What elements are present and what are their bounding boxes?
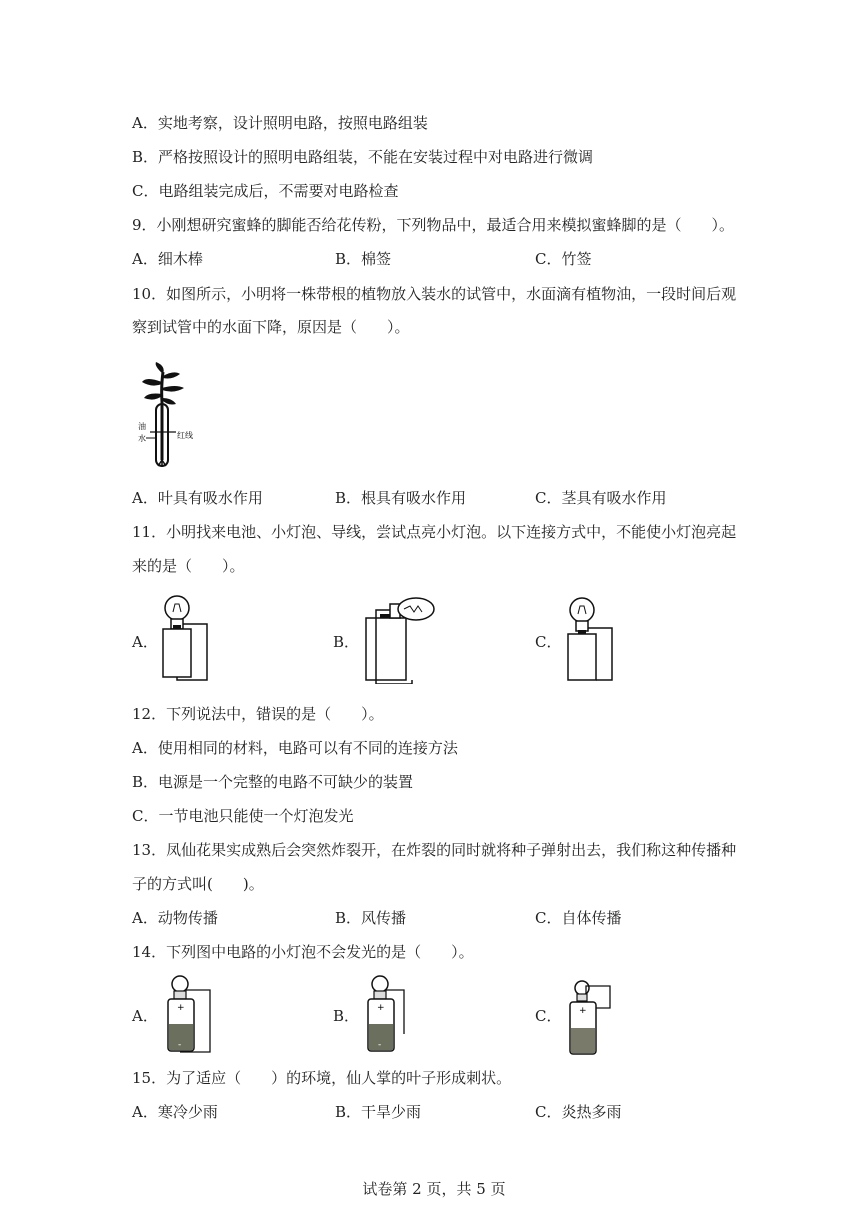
q13-stem-line2: 子的方式叫( )。 <box>132 875 264 893</box>
plant-stem <box>162 372 163 460</box>
bulb-icon <box>172 976 188 992</box>
bulb-icon <box>570 598 594 622</box>
leaf-icon <box>162 386 184 392</box>
q11-option-c-letter: C． <box>535 633 562 651</box>
battery-icon <box>366 618 406 680</box>
battery-terminal <box>380 614 390 618</box>
q13-stem-line1: 13．凤仙花果实成熟后会突然炸裂开，在炸裂的同时就将种子弹射出去，我们称这种传播种 <box>132 841 737 859</box>
q13-option-c: C．自体传播 <box>535 909 622 927</box>
q13-option-a: A．动物传播 <box>132 909 218 927</box>
q9-stem: 9．小刚想研究蜜蜂的脚能否给花传粉，下列物品中，最适合用来模拟蜜蜂脚的是（ ）。 <box>132 216 735 234</box>
q15-stem: 15．为了适应（ ）的环境，仙人掌的叶子形成刺状。 <box>132 1069 512 1087</box>
q14-circuit-b <box>360 974 420 1056</box>
q11-circuit-a <box>155 592 215 684</box>
q14-option-a-letter: A． <box>132 1007 158 1025</box>
bulb-base <box>374 991 386 999</box>
q14-option-c-letter: C． <box>535 1007 562 1025</box>
q10-stem-line1: 10．如图所示，小明将一株带根的植物放入装水的试管中，水面滴有植物油，一段时间后观 <box>132 285 737 303</box>
q15-option-c: C．炎热多雨 <box>535 1103 622 1121</box>
leaf-icon <box>144 394 162 400</box>
q13-option-b: B．风传播 <box>335 909 407 927</box>
bulb-base <box>577 994 587 1001</box>
q11-circuit-c <box>560 594 620 686</box>
q14-circuit-a <box>160 974 220 1056</box>
battery-plus: + <box>377 1003 385 1013</box>
bulb-base <box>576 621 588 631</box>
leaf-icon <box>163 372 180 378</box>
leaf-icon <box>156 362 164 374</box>
leaf-icon <box>142 379 162 386</box>
q10-stem-line2: 察到试管中的水面下降，原因是（ ）。 <box>132 318 410 336</box>
battery-minus: - <box>378 1040 382 1050</box>
q10-option-c: C．茎具有吸水作用 <box>535 489 667 507</box>
red-line-label: 红线 <box>177 431 193 440</box>
q9-option-b: B．棉签 <box>335 250 392 268</box>
q10-option-a: A．叶具有吸水作用 <box>132 489 263 507</box>
q8-option-b: B．严格按照设计的照明电路组装，不能在安装过程中对电路进行微调 <box>132 148 594 166</box>
q12-option-b: B．电源是一个完整的电路不可缺少的装置 <box>132 773 414 791</box>
q9-option-a: A．细木棒 <box>132 250 203 268</box>
bulb-icon <box>372 976 388 992</box>
q8-option-a: A．实地考察，设计照明电路，按照电路组装 <box>132 114 428 132</box>
battery-fill <box>571 1028 595 1053</box>
q15-option-b: B．干旱少雨 <box>335 1103 422 1121</box>
q12-stem: 12．下列说法中，错误的是（ ）。 <box>132 705 384 723</box>
plant-test-tube-figure <box>132 362 212 472</box>
q9-option-c: C．竹签 <box>535 250 592 268</box>
q14-circuit-c <box>566 980 626 1058</box>
water-label: 水 <box>138 434 146 443</box>
oil-label: 油 <box>138 422 146 431</box>
bulb-icon <box>575 981 589 995</box>
q11-stem-line1: 11．小明找来电池、小灯泡、导线，尝试点亮小灯泡。以下连接方式中，不能使小灯泡亮起 <box>132 523 737 541</box>
battery-terminal <box>173 625 181 629</box>
battery-minus: - <box>178 1040 182 1050</box>
q12-option-a: A．使用相同的材料，电路可以有不同的连接方法 <box>132 739 458 757</box>
q14-stem: 14．下列图中电路的小灯泡不会发光的是（ ）。 <box>132 943 474 961</box>
battery-plus: + <box>177 1003 185 1013</box>
page-footer: 试卷第 2 页，共 5 页 <box>362 1180 506 1198</box>
q11-stem-line2: 来的是（ ）。 <box>132 557 245 575</box>
bulb-base <box>174 991 186 999</box>
battery-icon <box>163 629 191 677</box>
q15-option-a: A．寒冷少雨 <box>132 1103 218 1121</box>
q14-option-b-letter: B． <box>333 1007 360 1025</box>
q11-circuit-b <box>360 596 446 684</box>
battery-icon <box>568 634 596 680</box>
q11-option-a-letter: A． <box>132 633 158 651</box>
battery-terminal <box>578 630 586 634</box>
q12-option-c: C．一节电池只能使一个灯泡发光 <box>132 807 354 825</box>
q10-option-b: B．根具有吸水作用 <box>335 489 467 507</box>
bulb-icon <box>165 596 189 620</box>
battery-plus: + <box>579 1006 587 1016</box>
q8-option-c: C．电路组装完成后，不需要对电路检查 <box>132 182 399 200</box>
q11-option-b-letter: B． <box>333 633 360 651</box>
